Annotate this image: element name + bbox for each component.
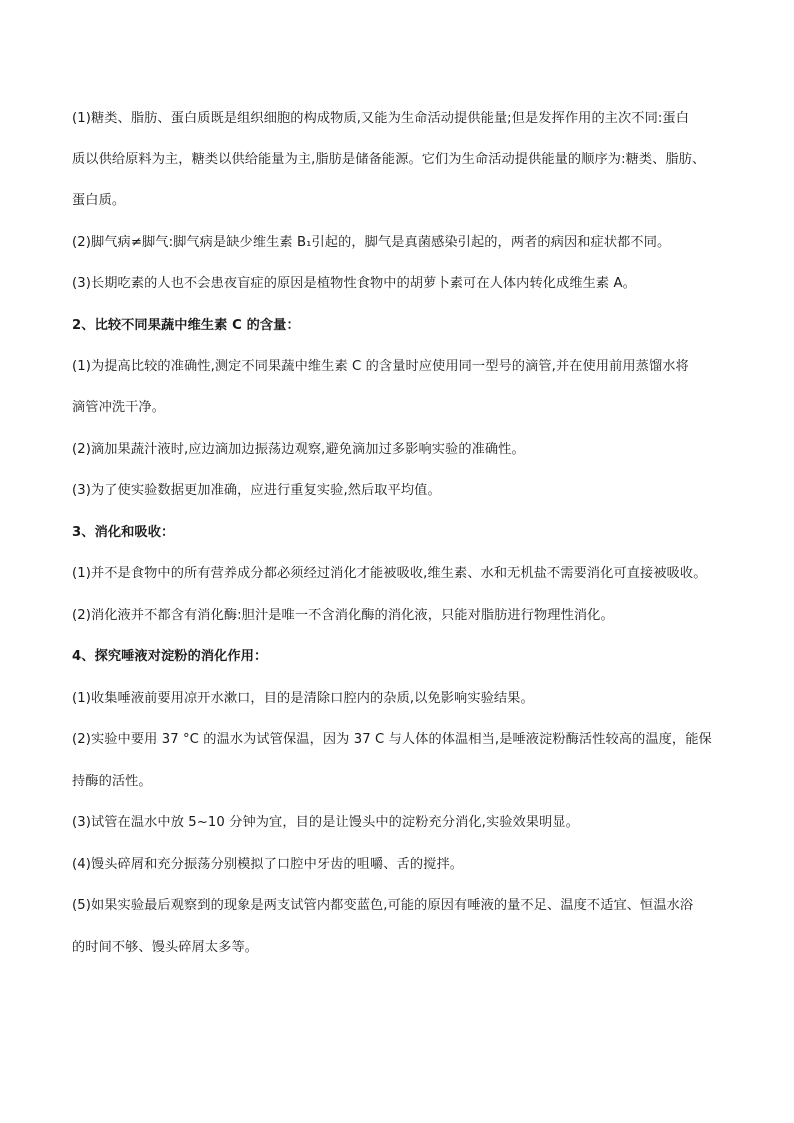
paragraph-line: (2)滴加果蔬汁液时,应边滴加边振荡边观察,避免滴加过多影响实验的准确性。 — [72, 442, 525, 457]
paragraph-line: (3)试管在温水中放 5~10 分钟为宜，目的是让馒头中的淀粉充分消化,实验效果明显。 — [72, 815, 579, 830]
paragraph-line: 的时间不够、馒头碎屑太多等。 — [72, 940, 259, 955]
paragraph-line: (4)馒头碎屑和充分振荡分别模拟了口腔中牙齿的咀嚼、舌的搅拌。 — [72, 857, 464, 872]
paragraph-line: (3)长期吃素的人也不会患夜盲症的原因是植物性食物中的胡萝卜素可在人体内转化成维生素 A。 — [72, 276, 636, 291]
paragraph-line: (1)收集唾液前要用凉开水漱口，目的是清除口腔内的杂质,以免影响实验结果。 — [72, 691, 534, 706]
paragraph-line: 质以供给原料为主，糖类以供给能量为主,脂肪是储备能源。它们为生命活动提供能量的顺序为:糖类、脂肪、 — [72, 152, 706, 167]
paragraph-line: (2)实验中要用 37 °C 的温水为试管保温，因为 37 C 与人体的体温相当,是唾液淀粉酶活性较高的温度，能保 — [72, 732, 712, 747]
section-heading: 3、消化和吸收： — [72, 525, 175, 540]
paragraph-line: 持酶的活性。 — [72, 774, 152, 789]
paragraph-line: (3)为了使实验数据更加准确，应进行重复实验,然后取平均值。 — [72, 483, 441, 498]
paragraph-line: (2)脚气病≠脚气:脚气病是缺少维生素 B₁引起的，脚气是真菌感染引起的，两者的病因和症状都不同。 — [72, 235, 671, 250]
section-heading: 2、比较不同果蔬中维生素 C 的含量： — [72, 318, 300, 333]
paragraph-line: 滴管冲洗干净。 — [72, 400, 166, 415]
paragraph-line: (1)并不是食物中的所有营养成分都必须经过消化才能被吸收,维生素、水和无机盐不需要消化可直接被吸收。 — [72, 566, 707, 581]
paragraph-line: (5)如果实验最后观察到的现象是两支试管内都变蓝色,可能的原因有唾液的量不足、温度不适宜、恒温水浴 — [72, 898, 694, 913]
paragraph-line: (1)糖类、脂肪、蛋白质既是组织细胞的构成物质,又能为生命活动提供能量;但是发挥作用的主次不同:蛋白 — [72, 111, 690, 126]
paragraph-line: (2)消化液并不都含有消化酶:胆汁是唯一不含消化酶的消化液，只能对脂肪进行物理性消化。 — [72, 608, 614, 623]
paragraph-line: 蛋白质。 — [72, 193, 126, 208]
paragraph-line: (1)为提高比较的准确性,测定不同果蔬中维生素 C 的含量时应使用同一型号的滴管,并在使用前用蒸馏水将 — [72, 359, 689, 374]
section-heading: 4、探究唾液对淀粉的消化作用： — [72, 649, 268, 664]
